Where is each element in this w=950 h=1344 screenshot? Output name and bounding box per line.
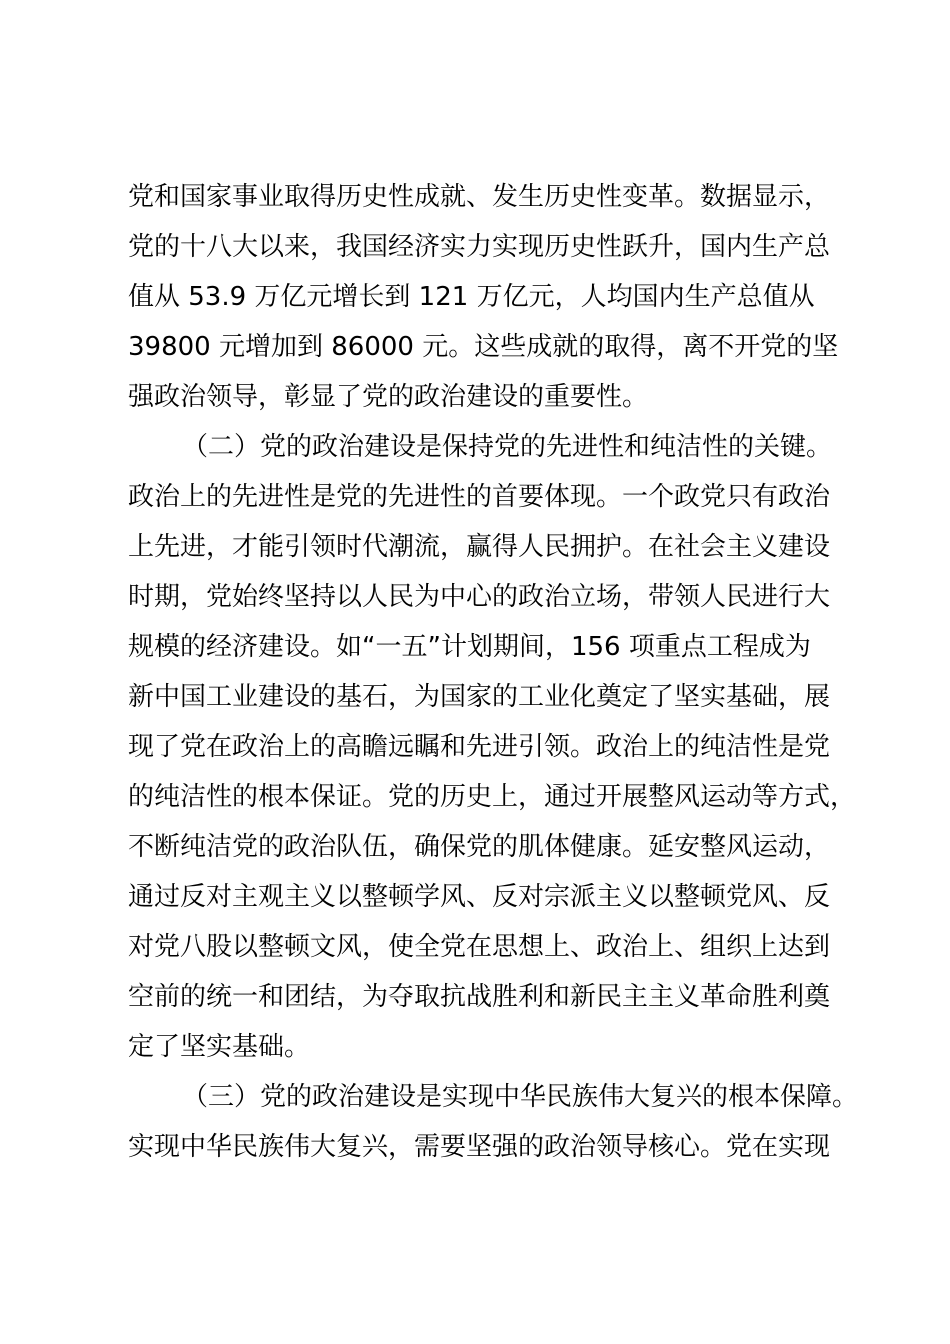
text-line: 39800 元增加到 86000 元。这些成就的取得，离不开党的坚: [128, 332, 839, 362]
section-heading-2: （二）党的政治建设是保持党的先进性和纯洁性的关键。: [182, 432, 833, 462]
section-heading-3: （三）党的政治建设是实现中华民族伟大复兴的根本保障。: [182, 1082, 859, 1112]
text-line: 对党八股以整顿文风，使全党在思想上、政治上、组织上达到: [128, 932, 831, 962]
text-line: 值从 53.9 万亿元增长到 121 万亿元，人均国内生产总值从: [128, 282, 815, 312]
text-line: 新中国工业建设的基石，为国家的工业化奠定了坚实基础，展: [128, 682, 831, 712]
text-line: 上先进，才能引领时代潮流，赢得人民拥护。在社会主义建设: [128, 532, 831, 562]
text-line: 通过反对主观主义以整顿学风、反对宗派主义以整顿党风、反: [128, 882, 831, 912]
text-line: 的纯洁性的根本保证。党的历史上，通过开展整风运动等方式，: [128, 782, 857, 812]
text-line: 定了坚实基础。: [128, 1032, 311, 1062]
text-line: 时期，党始终坚持以人民为中心的政治立场，带领人民进行大: [128, 582, 831, 612]
text-line: 党和国家事业取得历史性成就、发生历史性变革。数据显示，: [128, 182, 831, 212]
text-line: 空前的统一和团结，为夺取抗战胜利和新民主主义革命胜利奠: [128, 982, 831, 1012]
text-line: 强政治领导，彰显了党的政治建设的重要性。: [128, 382, 649, 412]
text-line: 现了党在政治上的高瞻远瞩和先进引领。政治上的纯洁性是党: [128, 732, 831, 762]
text-line: 党的十八大以来，我国经济实力实现历史性跃升，国内生产总: [128, 232, 831, 262]
text-line: 不断纯洁党的政治队伍，确保党的肌体健康。延安整风运动，: [128, 832, 831, 862]
text-line: 政治上的先进性是党的先进性的首要体现。一个政党只有政治: [128, 482, 831, 512]
text-line: 规模的经济建设。如“一五”计划期间，156 项重点工程成为: [128, 632, 811, 662]
text-line: 实现中华民族伟大复兴，需要坚强的政治领导核心。党在实现: [128, 1132, 831, 1162]
